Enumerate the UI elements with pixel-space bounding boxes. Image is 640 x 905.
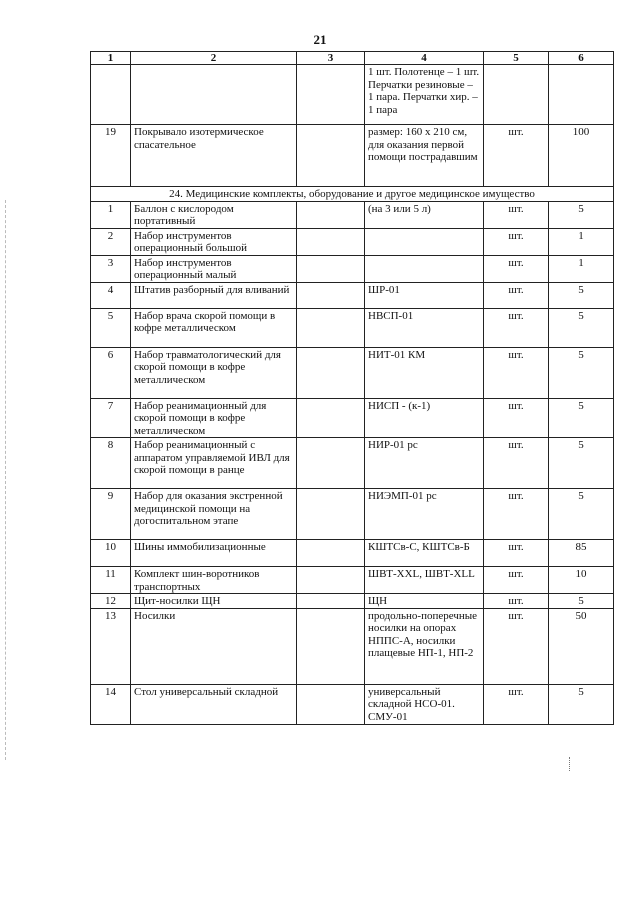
cell-name: Набор для оказания экстренной медицинской помощи на догоспитальном этапе xyxy=(131,489,297,540)
table-row xyxy=(91,308,614,347)
cell-spec: КШТСв-С, КШТСв-Б xyxy=(365,540,484,567)
cell-quantity: 5 xyxy=(549,684,614,724)
cell-number: 6 xyxy=(91,347,131,398)
cell-unit: шт. xyxy=(484,201,549,228)
header-col-2: 2 xyxy=(131,52,297,65)
cell-col3 xyxy=(297,282,365,308)
header-col-5: 5 xyxy=(484,52,549,65)
cell-quantity: 100 xyxy=(549,125,614,187)
cell-number: 4 xyxy=(91,282,131,308)
cell-number: 9 xyxy=(91,489,131,540)
cell-unit: шт. xyxy=(484,255,549,282)
table-row xyxy=(91,201,614,228)
cell-col3 xyxy=(297,308,365,347)
cell-unit: шт. xyxy=(484,438,549,489)
cell-col3 xyxy=(297,594,365,609)
cell-name: Стол универсальный складной xyxy=(131,684,297,724)
cell-spec xyxy=(365,255,484,282)
cell-quantity: 5 xyxy=(549,398,614,438)
cell-unit: шт. xyxy=(484,684,549,724)
cell-number: 13 xyxy=(91,608,131,684)
cell-name: Носилки xyxy=(131,608,297,684)
cell-unit: шт. xyxy=(484,228,549,255)
header-col-1: 1 xyxy=(91,52,131,65)
cell-name: Комплект шин-воротников транспортных xyxy=(131,567,297,594)
table-row xyxy=(91,347,614,398)
table-row xyxy=(91,228,614,255)
cell-number xyxy=(91,65,131,125)
cell-col3 xyxy=(297,684,365,724)
section-title: 24. Медицинские комплекты, оборудование и другое медицинское имущество xyxy=(91,187,614,202)
cell-quantity: 50 xyxy=(549,608,614,684)
cell-spec: НИР-01 рс xyxy=(365,438,484,489)
table-body xyxy=(91,65,614,725)
cell-col3 xyxy=(297,489,365,540)
cell-spec: НИЭМП-01 рс xyxy=(365,489,484,540)
cell-name: Набор инструментов операционный малый xyxy=(131,255,297,282)
table-row xyxy=(91,125,614,187)
cell-name: Покрывало изотермическое спасательное xyxy=(131,125,297,187)
cell-spec: (на 3 или 5 л) xyxy=(365,201,484,228)
cell-number: 8 xyxy=(91,438,131,489)
cell-name: Набор реанимационный с аппаратом управляемой ИВЛ для скорой помощи в ранце xyxy=(131,438,297,489)
cell-number: 2 xyxy=(91,228,131,255)
scan-stray-mark xyxy=(569,757,572,771)
cell-unit: шт. xyxy=(484,540,549,567)
cell-col3 xyxy=(297,255,365,282)
cell-unit: шт. xyxy=(484,308,549,347)
cell-number: 7 xyxy=(91,398,131,438)
cell-name: Штатив разборный для вливаний xyxy=(131,282,297,308)
cell-col3 xyxy=(297,65,365,125)
cell-col3 xyxy=(297,398,365,438)
cell-quantity: 5 xyxy=(549,347,614,398)
header-col-4: 4 xyxy=(365,52,484,65)
table-row xyxy=(91,567,614,594)
cell-unit: шт. xyxy=(484,282,549,308)
cell-spec: размер: 160 х 210 см, для оказания первой помощи пострадавшим xyxy=(365,125,484,187)
cell-spec: НИТ-01 КМ xyxy=(365,347,484,398)
cell-spec: НВСП-01 xyxy=(365,308,484,347)
page-number: 21 xyxy=(313,32,327,47)
header-col-3: 3 xyxy=(297,52,365,65)
cell-number: 5 xyxy=(91,308,131,347)
cell-name: Шины иммобилизационные xyxy=(131,540,297,567)
equipment-table xyxy=(90,51,614,725)
cell-name: Щит-носилки ЩН xyxy=(131,594,297,609)
cell-col3 xyxy=(297,125,365,187)
table-row xyxy=(91,438,614,489)
cell-unit xyxy=(484,65,549,125)
cell-name: Набор реанимационный для скорой помощи в кофре металлическом xyxy=(131,398,297,438)
cell-unit: шт. xyxy=(484,594,549,609)
cell-col3 xyxy=(297,438,365,489)
cell-quantity: 85 xyxy=(549,540,614,567)
cell-quantity: 10 xyxy=(549,567,614,594)
cell-spec: ШВТ-XXL, ШВТ-XLL xyxy=(365,567,484,594)
table-row xyxy=(91,540,614,567)
cell-col3 xyxy=(297,201,365,228)
cell-number: 3 xyxy=(91,255,131,282)
cell-spec xyxy=(365,228,484,255)
cell-unit: шт. xyxy=(484,489,549,540)
cell-quantity: 5 xyxy=(549,282,614,308)
cell-number: 12 xyxy=(91,594,131,609)
table-row xyxy=(91,594,614,609)
cell-spec: ШР-01 xyxy=(365,282,484,308)
cell-name: Набор травматологический для скорой помощи в кофре металлическом xyxy=(131,347,297,398)
cell-quantity: 1 xyxy=(549,255,614,282)
cell-spec: универсальный складной НСО-01. СМУ-01 xyxy=(365,684,484,724)
cell-unit: шт. xyxy=(484,347,549,398)
table-row xyxy=(91,398,614,438)
cell-spec: продольно-поперечные носилки на опорах НППС-А, носилки плащевые НП-1, НП-2 xyxy=(365,608,484,684)
table-row xyxy=(91,684,614,724)
cell-quantity: 5 xyxy=(549,201,614,228)
header-col-6: 6 xyxy=(549,52,614,65)
cell-quantity: 5 xyxy=(549,438,614,489)
cell-quantity xyxy=(549,65,614,125)
section-row xyxy=(91,187,614,202)
cell-spec: 1 шт. Полотенце – 1 шт. Перчатки резиновые – 1 пара. Перчатки хир. – 1 пара xyxy=(365,65,484,125)
cell-spec: ЩН xyxy=(365,594,484,609)
table-row xyxy=(91,255,614,282)
cell-col3 xyxy=(297,540,365,567)
cell-number: 10 xyxy=(91,540,131,567)
cell-name: Набор инструментов операционный большой xyxy=(131,228,297,255)
cell-number: 14 xyxy=(91,684,131,724)
cell-spec: НИСП - (к-1) xyxy=(365,398,484,438)
cell-number: 11 xyxy=(91,567,131,594)
cell-name xyxy=(131,65,297,125)
cell-number: 1 xyxy=(91,201,131,228)
table-row xyxy=(91,65,614,125)
table-row xyxy=(91,489,614,540)
cell-col3 xyxy=(297,567,365,594)
cell-quantity: 5 xyxy=(549,308,614,347)
cell-number: 19 xyxy=(91,125,131,187)
cell-col3 xyxy=(297,228,365,255)
cell-quantity: 1 xyxy=(549,228,614,255)
cell-col3 xyxy=(297,608,365,684)
cell-unit: шт. xyxy=(484,608,549,684)
table-row xyxy=(91,282,614,308)
cell-col3 xyxy=(297,347,365,398)
scan-edge-marks xyxy=(5,200,7,760)
table-row xyxy=(91,608,614,684)
cell-quantity: 5 xyxy=(549,594,614,609)
cell-unit: шт. xyxy=(484,567,549,594)
cell-name: Баллон с кислородом портативный xyxy=(131,201,297,228)
cell-name: Набор врача скорой помощи в кофре металлическом xyxy=(131,308,297,347)
cell-quantity: 5 xyxy=(549,489,614,540)
cell-unit: шт. xyxy=(484,125,549,187)
table-header-row xyxy=(91,52,614,65)
cell-unit: шт. xyxy=(484,398,549,438)
